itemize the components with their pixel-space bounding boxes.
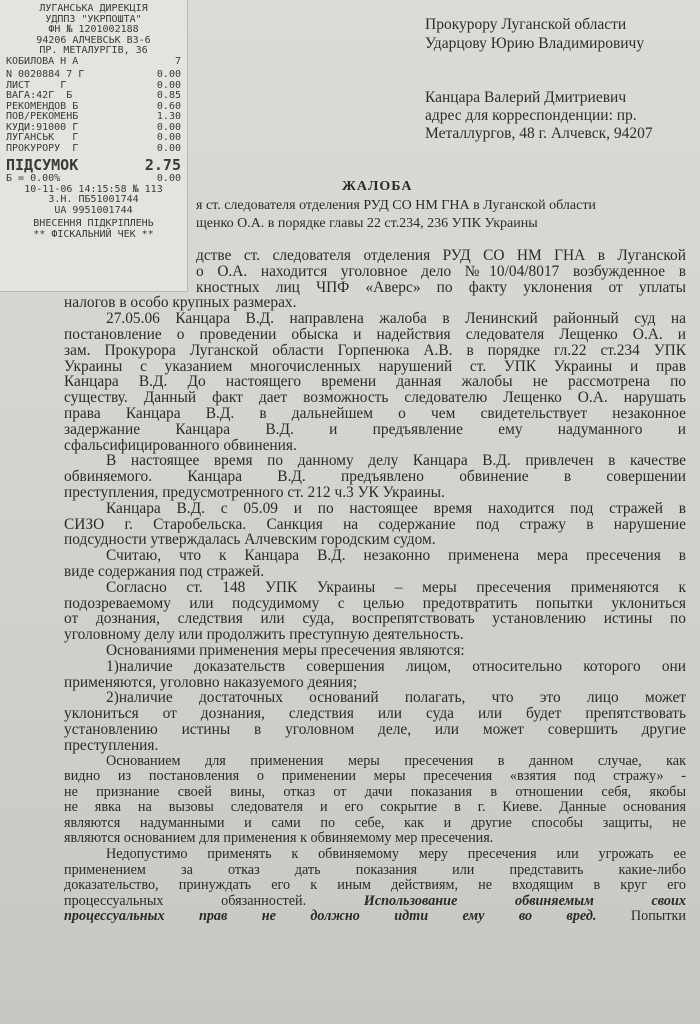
receipt-item: ПОВ/РЕКОМЕНБ 1.30 (6, 111, 181, 122)
receipt-header-line: ПР. МЕТАЛУРГІВ, 36 (39, 45, 148, 56)
paragraph: дстве ст. следователя отделения РУД СО НМ ГНА в Луганской о О.А. находится уголовное дело №10/04/8017 возбужденное в кностных лиц ЧПФ «Аверс» по факту уклонения от уплаты (196, 247, 686, 296)
receipt-item: ПРОКУРОРУ Г 0.00 (6, 142, 181, 154)
paragraph: В настоящее время по данному делу Канцара В.Д. привлечен в качестве обвиняемого. Канцара В.Д. предъявлено обвинение в совершении преступления, предусмотренного ст. 212 ч.3 УК Украины. (64, 452, 686, 501)
receipt-footer: ВНЕСЕННЯ ПІДКРІПЛЕНЬ (33, 218, 154, 229)
paragraph: Считаю, что к Канцара В.Д. незаконно применена мера пресечения в виде содержания под стражей. (64, 547, 686, 580)
receipt-item: РЕКОМЕНДОВ Б 0.60 (6, 100, 181, 112)
receipt-datetime: 10-11-06 14:15:58 № 113 (24, 183, 163, 195)
receipt-item: ВАГА:42Г Б 0.85 (6, 90, 181, 101)
receipt-ua: UA 9951001744 (54, 204, 133, 216)
receipt-total-label: ПІДСУМОК (6, 156, 79, 174)
receipt-item: ЛУГАНСЬК Г 0.00 (6, 132, 181, 143)
paragraph: Основаниями применения меры пресечения являются: (106, 641, 465, 659)
receipt-total-value: 2.75 (144, 156, 181, 174)
paragraph: Согласно ст. 148 УПК Украины – меры пресечения применяются к подозреваемому или подсудимому с целью предотвратить попытки уклониться от дознания, следствия или суда, воспрепятствовать установлению истины по уголовному делу или продолжить преступную деятельность. (64, 578, 686, 644)
complaint-body (64, 248, 686, 925)
receipt-header-line: ЛУГАНСЬКА ДИРЕКЦІЯ (39, 3, 148, 14)
paragraph: налогов в особо крупных размерах. (64, 294, 297, 312)
receipt-clerk-code: 7 (174, 55, 181, 67)
sender-line: Канцара Валерий Дмитриевич (425, 89, 627, 106)
receipt-item: ЛИСТ Г 0.00 (6, 79, 181, 91)
paragraph: Канцара В.Д. с 05.09 и по настоящее время находится под стражей в СИЗО г. Старобельска. Санкция на содержание под стражу в нарушение подсудности утверждалась Алчевским городским судом. (64, 499, 686, 549)
receipt-tax: Б = 0.00% 0.00 (6, 173, 181, 184)
document-title: ЖАЛОБА (342, 179, 413, 194)
receipt-header-line: ФН № 1201002188 (48, 24, 139, 35)
paragraph: Основанием для применения меры пресечения в данном случае, как видно из постановления о применении меры пресечения «взятия под стражу» - не признание своей вины, отказ от дачи показания в отношении себя, якобы не явка на вызовы следователя и его сокрытие в г. Киеве. Данные основания являются надуманными и сами по себе, как и другие способы защиты, не являются основанием для применения к обвиняемому мер пресечения. (64, 752, 686, 847)
subtitle-line: щенко О.А. в порядке главы 22 ст.234, 236 УПК Украины (196, 216, 538, 231)
recipient-line: Ударцову Юрию Владимировичу (425, 35, 645, 52)
paragraph: 2)наличие достаточных оснований полагать, что это лицо может уклониться от дознания, следствия или суда или будет препятствовать установлению истины в уголовном деле, или может совершить другие преступления. (64, 689, 686, 754)
receipt-zn: З.Н. ПБ51001744 (48, 194, 139, 205)
receipt-clerk-name: КОБИЛОВА Н А (6, 55, 79, 67)
sender-line: адрес для корреспонденции: пр. (425, 107, 637, 124)
receipt-item: N 0020884 7 Г 0.00 (6, 69, 181, 80)
paragraph: Недопустимо применять к обвиняемому меру пресечения или угрожать ее применением за отказ дать показания или представить какие-либо доказательство, принуждать его к иным действиям, не входящим в круг его процессуальных обязанностей. Использование обвиняемым своих процессуальных прав не должно идти ему во вред. Попытки (64, 846, 687, 925)
receipt-clerk (6, 57, 181, 68)
paragraph: 1)наличие доказательств совершения лицом, относительно которого они применяются, уголовно наказуемого деяния; (64, 657, 686, 691)
sender-line: Металлургов, 48 г. Алчевск, 94207 (425, 125, 653, 142)
paragraph: 27.05.06 Канцара В.Д. направлена жалоба в Ленинский районный суд на постановление о проведении обыска и надействия следователя Лещенко О.А. и зам. Прокурора Луганской области Горпенюка А.В. в порядке гл.22 ст.234 УПК Украины с указанием многочисленных нарушений ст. УПК Украины и прав Канцара В.Д. До настоящего времени данная жалобы не рассмотрена по существу. Данный факт дает возможность следователю Лещенко О.А. нарушать права Канцара В.Д. в дальнейшем о чем свидетельствует незаконное задержание Канцара В.Д. и предъявление ему надуманного и сфальсифицированного обвинения. (64, 310, 686, 454)
receipt-header-line: УДППЗ "УКРПОШТА" (45, 13, 142, 25)
receipt-footer: ** ФІСКАЛЬНИЙ ЧЕК ** (33, 228, 154, 240)
receipt-item: КУДИ:91000 Г 0.00 (6, 121, 181, 133)
subtitle-line: я ст. следователя отделения РУД СО НМ ГНА в Луганской области (196, 198, 596, 213)
postal-receipt (0, 0, 188, 292)
receipt-header-line: 94206 АЛЧЕВСЬК ВЗ-6 (36, 34, 151, 46)
receipt-total (6, 156, 181, 174)
recipient-line: Прокурору Луганской области (425, 16, 627, 33)
